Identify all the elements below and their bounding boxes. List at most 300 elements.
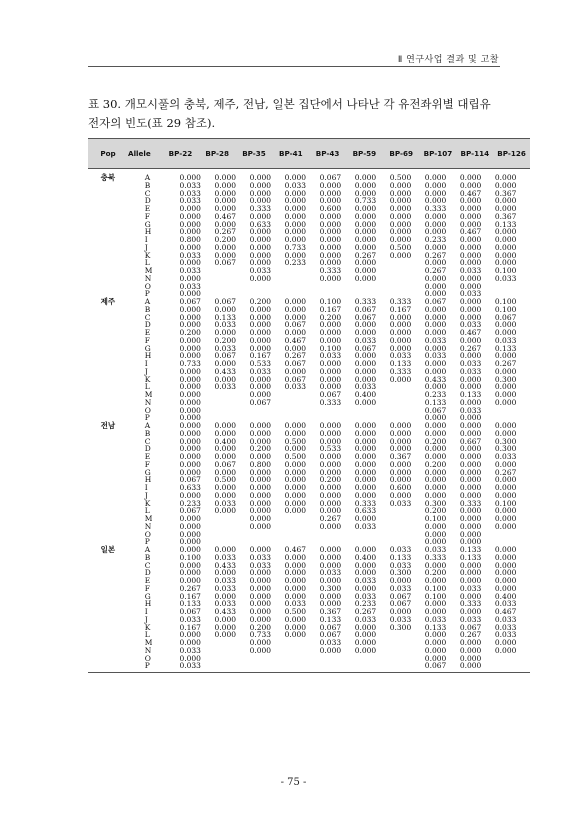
frequency-cell: 0.067 <box>389 591 412 601</box>
frequency-cell: 0.267 <box>214 227 236 237</box>
frequency-cell: 0.100 <box>494 266 517 275</box>
frequency-cell: 0.033 <box>284 382 307 392</box>
frequency-cell: 0.033 <box>494 614 517 624</box>
frequency-cell: 0.433 <box>214 560 236 570</box>
frequency-cell: 0.000 <box>249 599 272 609</box>
frequency-cell: 0.000 <box>354 622 377 632</box>
frequency-cell: 0.000 <box>389 428 412 438</box>
frequency-cell <box>285 391 320 399</box>
frequency-cell <box>390 655 425 663</box>
pop-cell-empty <box>88 569 128 577</box>
frequency-cell: 0.000 <box>179 258 201 268</box>
frequency-cell <box>390 631 425 639</box>
frequency-cell: 0.000 <box>249 304 272 314</box>
allele-cell: P <box>144 413 150 423</box>
frequency-cell: 0.733 <box>354 196 377 206</box>
frequency-cell: 0.033 <box>354 576 377 585</box>
frequency-cell: 0.267 <box>459 630 482 640</box>
frequency-cell: 0.067 <box>284 374 307 384</box>
frequency-cell: 0.300 <box>494 436 517 446</box>
allele-cell: B <box>144 428 151 438</box>
frequency-cell <box>390 523 425 531</box>
allele-cell: E <box>144 204 151 213</box>
frequency-cell <box>495 407 530 415</box>
frequency-cell: 0.067 <box>214 459 236 469</box>
frequency-cell: 0.167 <box>389 304 412 314</box>
allele-cell: D <box>144 320 151 330</box>
frequency-cell: 0.000 <box>389 235 412 244</box>
frequency-cell <box>390 531 425 539</box>
frequency-cell: 0.267 <box>494 467 517 477</box>
pop-cell-empty <box>88 391 128 399</box>
frequency-cell: 0.000 <box>424 258 447 268</box>
frequency-cell: 0.233 <box>424 235 447 244</box>
frequency-cell: 0.000 <box>319 483 342 492</box>
frequency-cell: 0.000 <box>389 576 412 585</box>
frequency-cell: 0.000 <box>459 576 482 585</box>
frequency-cell: 0.000 <box>249 328 272 337</box>
pop-cell-empty <box>88 531 128 539</box>
col-header-bp114: BP-114 <box>460 149 490 158</box>
frequency-cell: 0.000 <box>389 343 412 353</box>
frequency-cell: 0.267 <box>354 250 377 260</box>
frequency-cell: 0.633 <box>354 506 377 516</box>
allele-cell: E <box>144 328 151 337</box>
frequency-cell: 0.000 <box>179 227 201 237</box>
pop-cell-empty <box>88 383 128 391</box>
frequency-cell: 0.000 <box>354 258 377 268</box>
frequency-cell <box>390 639 425 647</box>
frequency-cell: 0.000 <box>179 320 201 330</box>
frequency-cell: 0.000 <box>459 382 482 392</box>
frequency-cell: 0.000 <box>319 421 342 430</box>
header-rule <box>88 66 500 67</box>
frequency-cell: 0.000 <box>459 661 482 671</box>
frequency-cell: 0.000 <box>459 397 482 407</box>
allele-cell: M <box>144 390 153 399</box>
frequency-cell: 0.133 <box>459 552 482 562</box>
frequency-cell: 0.400 <box>354 390 377 399</box>
frequency-cell: 0.000 <box>214 506 236 516</box>
frequency-cell: 0.000 <box>284 250 307 260</box>
table-row <box>88 662 530 670</box>
frequency-cell: 0.000 <box>319 459 342 469</box>
frequency-cell <box>215 662 250 670</box>
frequency-cell: 0.000 <box>179 204 201 213</box>
frequency-cell: 0.000 <box>354 227 377 237</box>
frequency-cell: 0.000 <box>424 645 447 655</box>
frequency-cell <box>390 647 425 655</box>
frequency-cell: 0.000 <box>389 436 412 446</box>
frequency-cell: 0.600 <box>389 483 412 492</box>
frequency-cell: 0.467 <box>284 335 307 345</box>
frequency-cell: 0.000 <box>249 196 272 206</box>
frequency-cell: 0.000 <box>284 630 307 640</box>
frequency-cell: 0.033 <box>179 614 201 624</box>
pop-cell-empty <box>88 314 128 322</box>
frequency-cell: 0.067 <box>424 405 447 415</box>
frequency-cell: 0.000 <box>459 242 482 252</box>
frequency-cell <box>390 259 425 267</box>
frequency-cell: 0.233 <box>179 498 201 508</box>
frequency-cell: 0.000 <box>179 568 201 578</box>
frequency-cell <box>285 283 320 291</box>
frequency-cell: 0.200 <box>424 506 447 516</box>
frequency-cell: 0.000 <box>459 459 482 469</box>
frequency-cell: 0.000 <box>319 188 342 198</box>
frequency-cell: 0.000 <box>424 599 447 609</box>
frequency-cell: 0.033 <box>459 266 482 275</box>
frequency-cell: 0.367 <box>389 452 412 461</box>
frequency-cell: 0.000 <box>214 568 236 578</box>
frequency-cell: 0.000 <box>494 483 517 492</box>
frequency-cell: 0.100 <box>494 498 517 508</box>
frequency-cell: 0.000 <box>424 490 447 500</box>
frequency-cell: 0.000 <box>424 304 447 314</box>
frequency-cell: 0.000 <box>214 421 236 430</box>
frequency-cell: 0.000 <box>214 630 236 640</box>
frequency-cell: 0.467 <box>494 607 517 616</box>
frequency-cell: 0.800 <box>249 459 272 469</box>
frequency-cell: 0.000 <box>459 173 482 182</box>
frequency-cell: 0.033 <box>179 661 201 671</box>
frequency-cell: 0.400 <box>494 591 517 601</box>
frequency-cell: 0.000 <box>179 366 201 376</box>
pop-cell-empty <box>88 624 128 632</box>
frequency-cell: 0.033 <box>179 645 201 655</box>
frequency-cell: 0.033 <box>424 614 447 624</box>
frequency-cell: 0.000 <box>459 607 482 616</box>
frequency-cell: 0.000 <box>249 211 272 221</box>
frequency-cell: 0.000 <box>424 382 447 392</box>
frequency-cell: 0.000 <box>494 351 517 361</box>
allele-cell: H <box>144 599 152 609</box>
frequency-cell: 0.000 <box>319 382 342 392</box>
frequency-cell: 0.100 <box>424 591 447 601</box>
frequency-cell: 0.033 <box>179 188 201 198</box>
frequency-cell: 0.000 <box>424 529 447 539</box>
frequency-cell: 0.033 <box>389 545 412 554</box>
pop-cell-empty <box>88 259 128 267</box>
frequency-cell <box>250 531 285 539</box>
frequency-cell: 0.000 <box>494 428 517 438</box>
frequency-cell: 0.000 <box>424 196 447 206</box>
frequency-cell: 0.033 <box>459 405 482 415</box>
frequency-cell: 0.000 <box>179 638 201 647</box>
frequency-cell: 0.067 <box>389 599 412 609</box>
allele-cell: B <box>144 180 151 190</box>
pop-cell-empty <box>88 593 128 601</box>
frequency-cell: 0.000 <box>354 173 377 182</box>
frequency-cell: 0.067 <box>494 312 517 322</box>
frequency-cell: 0.000 <box>424 289 447 299</box>
frequency-cell: 0.000 <box>354 235 377 244</box>
col-header-bp59: BP-59 <box>352 149 377 158</box>
frequency-cell <box>390 391 425 399</box>
frequency-cell: 0.000 <box>494 514 517 523</box>
frequency-cell: 0.467 <box>459 227 482 237</box>
frequency-cell: 0.000 <box>494 173 517 182</box>
pop-cell-empty <box>88 244 128 252</box>
col-header-bp69: BP-69 <box>389 149 413 158</box>
frequency-cell: 0.000 <box>354 351 377 361</box>
frequency-cell: 0.000 <box>424 475 447 485</box>
frequency-cell: 0.000 <box>179 413 201 423</box>
frequency-cell: 0.300 <box>494 374 517 384</box>
frequency-cell: 0.067 <box>179 297 201 306</box>
frequency-cell: 0.333 <box>354 498 377 508</box>
pop-cell-empty <box>88 329 128 337</box>
pop-cell-empty <box>88 236 128 244</box>
frequency-cell: 0.000 <box>319 273 342 283</box>
frequency-cell: 0.000 <box>354 188 377 198</box>
allele-cell: J <box>144 490 148 500</box>
frequency-cell: 0.000 <box>214 304 236 314</box>
frequency-cell: 0.000 <box>319 591 342 601</box>
frequency-cell: 0.000 <box>214 328 236 337</box>
frequency-cell: 0.000 <box>459 211 482 221</box>
frequency-cell: 0.600 <box>319 204 342 213</box>
pop-cell-empty <box>88 600 128 608</box>
frequency-cell: 0.000 <box>459 444 482 454</box>
allele-cell: K <box>144 498 151 508</box>
frequency-cell: 0.000 <box>354 483 377 492</box>
frequency-cell: 0.267 <box>284 351 307 361</box>
frequency-cell: 0.500 <box>389 173 412 182</box>
frequency-cell: 0.000 <box>459 452 482 461</box>
frequency-cell <box>355 655 390 663</box>
frequency-cell: 0.000 <box>424 421 447 430</box>
frequency-cell: 0.000 <box>179 219 201 229</box>
frequency-cell: 0.000 <box>389 188 412 198</box>
pop-cell-empty <box>88 197 128 205</box>
frequency-cell: 0.000 <box>284 444 307 454</box>
frequency-cell: 0.067 <box>214 258 236 268</box>
frequency-cell: 0.000 <box>459 180 482 190</box>
frequency-cell: 0.000 <box>284 560 307 570</box>
pop-cell-empty <box>88 492 128 500</box>
frequency-cell: 0.200 <box>214 335 236 345</box>
frequency-cell: 0.000 <box>459 514 482 523</box>
frequency-cell: 0.133 <box>214 312 236 322</box>
frequency-cell: 0.200 <box>319 312 342 322</box>
frequency-cell <box>215 407 250 415</box>
frequency-cell: 0.000 <box>494 258 517 268</box>
pop-cell-empty <box>88 507 128 515</box>
pop-cell-empty <box>88 469 128 477</box>
frequency-cell: 0.067 <box>249 397 272 407</box>
frequency-cell: 0.000 <box>389 320 412 330</box>
allele-cell: G <box>144 219 151 229</box>
frequency-cell: 0.000 <box>179 211 201 221</box>
frequency-cell: 0.033 <box>389 614 412 624</box>
frequency-cell: 0.000 <box>354 452 377 461</box>
frequency-cell: 0.000 <box>319 258 342 268</box>
frequency-cell <box>390 662 425 670</box>
allele-cell: G <box>144 467 151 477</box>
frequency-cell: 0.000 <box>179 436 201 446</box>
frequency-cell: 0.000 <box>459 506 482 516</box>
frequency-cell: 0.000 <box>249 591 272 601</box>
frequency-cell: 0.333 <box>424 204 447 213</box>
frequency-cell: 0.000 <box>249 173 272 182</box>
frequency-cell: 0.000 <box>249 607 272 616</box>
frequency-cell: 0.200 <box>249 622 272 632</box>
frequency-cell: 0.000 <box>214 444 236 454</box>
frequency-cell: 0.067 <box>179 607 201 616</box>
frequency-cell: 0.033 <box>214 382 236 392</box>
frequency-cell: 0.200 <box>424 459 447 469</box>
frequency-cell: 0.000 <box>494 506 517 516</box>
frequency-cell: 0.000 <box>494 638 517 647</box>
frequency-cell: 0.000 <box>389 250 412 260</box>
allele-cell: K <box>144 250 151 260</box>
frequency-cell: 0.000 <box>424 452 447 461</box>
pop-cell-empty <box>88 662 128 670</box>
allele-cell: L <box>144 382 150 392</box>
col-header-bp41: BP-41 <box>278 149 303 158</box>
frequency-cell <box>390 283 425 291</box>
allele-cell: I <box>144 483 148 492</box>
frequency-cell: 0.000 <box>214 180 236 190</box>
frequency-cell: 0.033 <box>319 351 342 361</box>
allele-cell: C <box>144 188 151 198</box>
frequency-cell: 0.000 <box>249 545 272 554</box>
frequency-cell: 0.000 <box>459 196 482 206</box>
frequency-cell: 0.000 <box>319 250 342 260</box>
frequency-cell <box>285 655 320 663</box>
col-header-bp126: BP-126 <box>497 149 526 158</box>
frequency-cell: 0.333 <box>389 366 412 376</box>
frequency-cell: 0.000 <box>214 483 236 492</box>
frequency-cell <box>215 515 250 523</box>
frequency-cell: 0.000 <box>179 529 201 539</box>
frequency-cell: 0.000 <box>354 328 377 337</box>
frequency-cell <box>250 662 285 670</box>
frequency-cell: 0.067 <box>354 304 377 314</box>
frequency-cell: 0.000 <box>459 568 482 578</box>
frequency-cell: 0.000 <box>424 219 447 229</box>
frequency-cell: 0.000 <box>459 467 482 477</box>
pop-cell-empty <box>88 360 128 368</box>
frequency-cell: 0.000 <box>179 374 201 384</box>
frequency-cell: 0.000 <box>494 459 517 469</box>
allele-cell: O <box>144 281 151 291</box>
frequency-cell: 0.000 <box>319 227 342 237</box>
frequency-cell: 0.000 <box>494 645 517 655</box>
pop-cell-empty <box>88 205 128 213</box>
frequency-cell: 0.000 <box>179 521 201 531</box>
frequency-cell: 0.733 <box>284 242 307 252</box>
frequency-cell: 0.033 <box>284 180 307 190</box>
allele-cell: C <box>144 436 151 446</box>
frequency-cell: 0.000 <box>459 250 482 260</box>
frequency-cell: 0.033 <box>214 599 236 609</box>
frequency-cell <box>215 275 250 283</box>
frequency-cell: 0.333 <box>249 204 272 213</box>
frequency-cell: 0.000 <box>249 335 272 345</box>
pop-cell-empty <box>88 647 128 655</box>
frequency-cell: 0.033 <box>389 560 412 570</box>
frequency-cell: 0.000 <box>354 421 377 430</box>
frequency-cell: 0.000 <box>214 196 236 206</box>
allele-cell: N <box>144 273 152 283</box>
frequency-cell: 0.033 <box>214 552 236 562</box>
frequency-cell: 0.000 <box>494 328 517 337</box>
frequency-cell: 0.000 <box>424 537 447 547</box>
frequency-cell: 0.000 <box>494 320 517 330</box>
allele-cell: I <box>144 359 148 368</box>
frequency-cell: 0.000 <box>214 622 236 632</box>
pop-cell-empty <box>88 337 128 345</box>
allele-cell: I <box>144 607 148 616</box>
frequency-cell: 0.000 <box>319 599 342 609</box>
frequency-cell: 0.233 <box>354 599 377 609</box>
frequency-cell: 0.000 <box>424 359 447 368</box>
frequency-cell: 0.633 <box>249 219 272 229</box>
frequency-cell: 0.367 <box>319 607 342 616</box>
frequency-cell <box>495 531 530 539</box>
frequency-cell: 0.000 <box>459 421 482 430</box>
frequency-cell <box>390 407 425 415</box>
allele-cell: D <box>144 444 151 454</box>
allele-cell: P <box>144 661 150 671</box>
frequency-cell: 0.033 <box>459 366 482 376</box>
frequency-cell: 0.000 <box>284 312 307 322</box>
frequency-cell: 0.000 <box>179 467 201 477</box>
frequency-cell: 0.733 <box>179 359 201 368</box>
frequency-cell <box>320 283 355 291</box>
frequency-cell: 0.200 <box>249 444 272 454</box>
frequency-cell: 0.000 <box>179 537 201 547</box>
pop-cell-empty <box>88 430 128 438</box>
frequency-cell: 0.000 <box>319 552 342 562</box>
frequency-cell: 0.000 <box>249 421 272 430</box>
frequency-cell: 0.500 <box>214 475 236 485</box>
allele-cell: O <box>144 405 151 415</box>
frequency-cell: 0.000 <box>319 467 342 477</box>
frequency-cell: 0.000 <box>389 459 412 469</box>
allele-cell: F <box>144 459 150 469</box>
frequency-cell: 0.267 <box>354 607 377 616</box>
frequency-cell: 0.000 <box>459 351 482 361</box>
frequency-cell: 0.000 <box>494 521 517 531</box>
col-header-bp28: BP-28 <box>205 149 229 158</box>
pop-cell-empty <box>88 283 128 291</box>
frequency-cell: 0.000 <box>179 382 201 392</box>
frequency-cell: 0.000 <box>354 436 377 446</box>
frequency-cell: 0.000 <box>249 467 272 477</box>
frequency-cell: 0.000 <box>179 312 201 322</box>
frequency-cell: 0.000 <box>214 359 236 368</box>
frequency-cell: 0.000 <box>319 359 342 368</box>
frequency-cell: 0.000 <box>249 638 272 647</box>
frequency-cell: 0.000 <box>319 521 342 531</box>
pop-cell-empty <box>88 368 128 376</box>
allele-cell: L <box>144 258 150 268</box>
pop-cell-empty <box>88 484 128 492</box>
frequency-cell: 0.000 <box>354 428 377 438</box>
frequency-cell: 0.000 <box>284 583 307 593</box>
frequency-cell: 0.067 <box>424 297 447 306</box>
frequency-cell: 0.033 <box>424 351 447 361</box>
allele-cell: O <box>144 653 151 663</box>
frequency-cell: 0.033 <box>179 250 201 260</box>
frequency-cell: 0.000 <box>319 211 342 221</box>
frequency-cell: 0.000 <box>179 390 201 399</box>
frequency-cell: 0.000 <box>354 374 377 384</box>
pop-cell-empty <box>88 321 128 329</box>
